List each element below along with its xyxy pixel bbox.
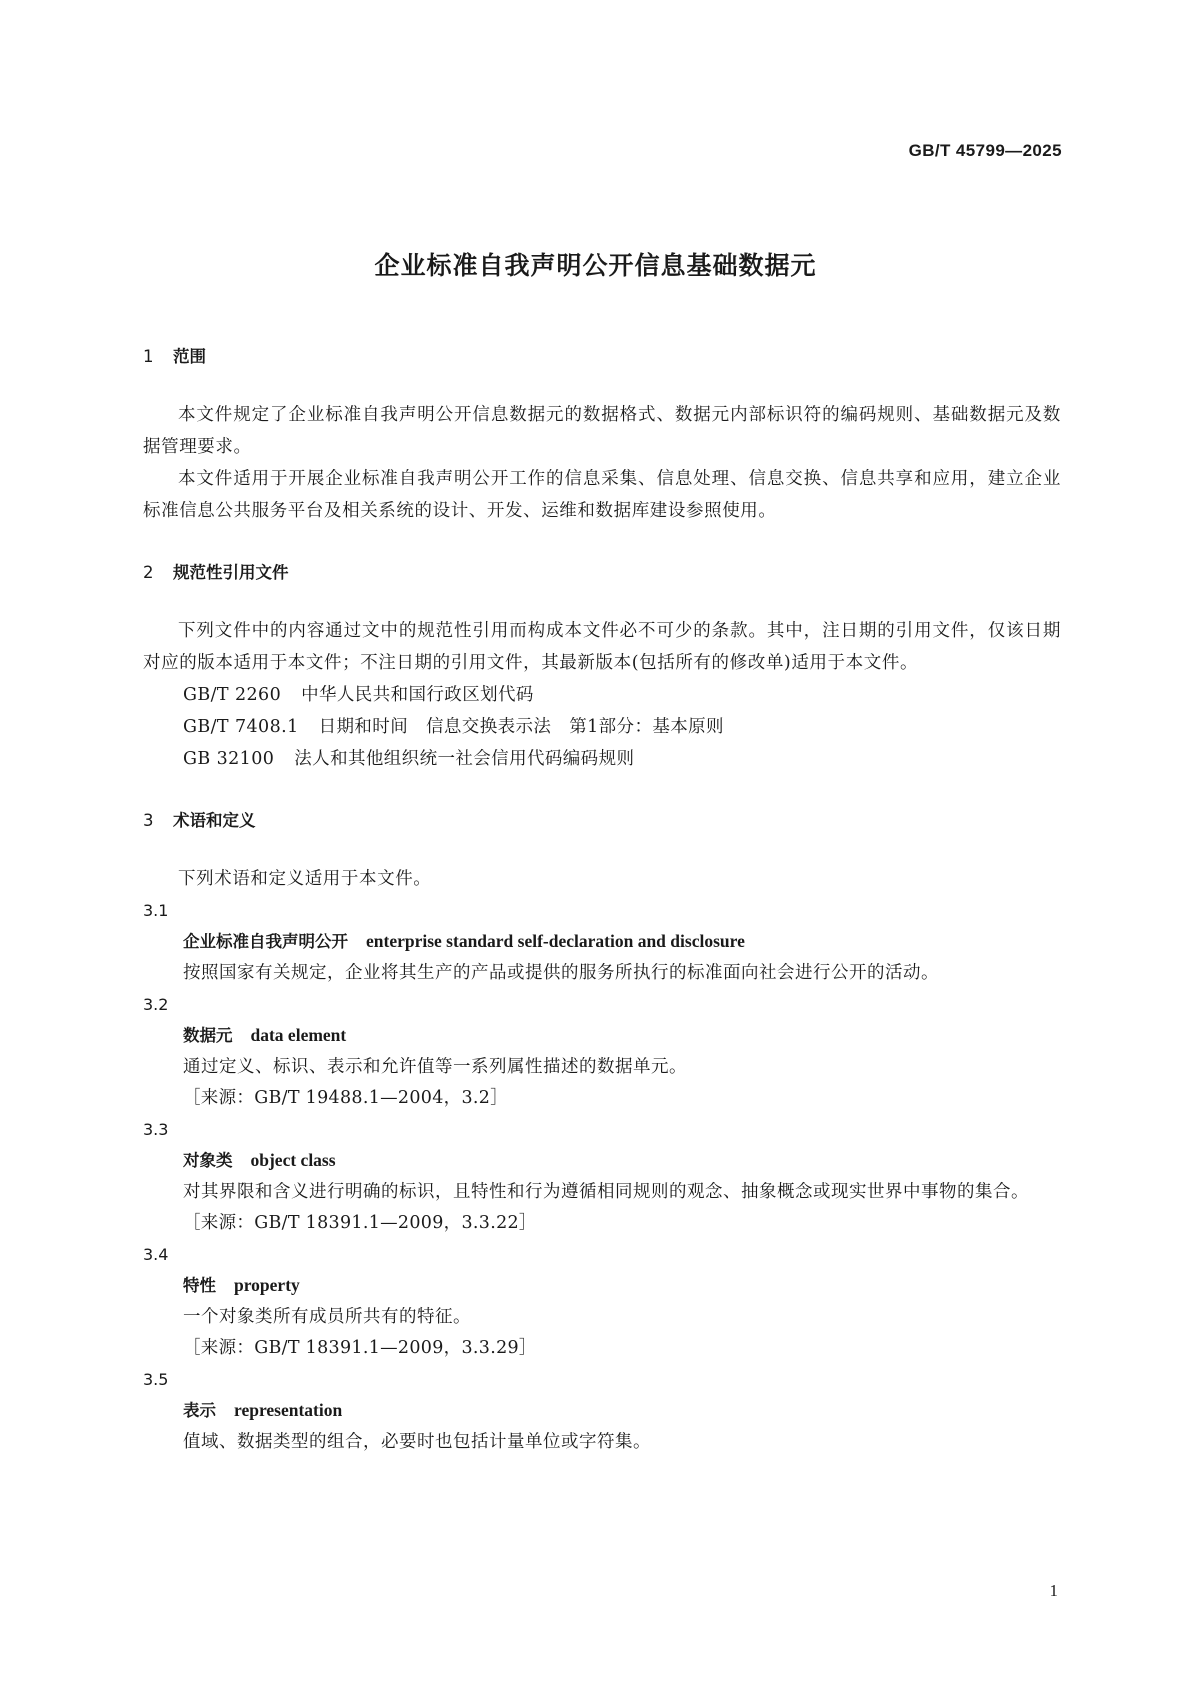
term-name-en: property — [234, 1275, 300, 1295]
term-definition: 通过定义、标识、表示和允许值等一系列属性描述的数据单元。 — [183, 1057, 687, 1077]
term-name-zh: 表示 — [183, 1401, 216, 1420]
reference-title: 中华人民共和国行政区划代码 — [301, 685, 534, 705]
term-number: 3.4 — [143, 1245, 169, 1264]
section-2-heading — [143, 561, 1061, 585]
term-name-en: object class — [250, 1150, 336, 1170]
term-name-zh: 对象类 — [183, 1151, 233, 1170]
term-name — [143, 1270, 1061, 1302]
section-number: 3 — [143, 811, 154, 830]
section-title: 规范性引用文件 — [173, 563, 289, 582]
term-name-zh: 企业标准自我声明公开 — [183, 932, 348, 951]
section-title: 范围 — [173, 347, 206, 366]
reference-code: GB/T 7408.1 — [183, 717, 299, 737]
term-number: 3.2 — [143, 995, 169, 1014]
term-definition: 按照国家有关规定，企业将其生产的产品或提供的服务所执行的标准面向社会进行公开的活动。 — [183, 963, 939, 983]
term-name-zh: 特性 — [183, 1276, 216, 1295]
section-number: 2 — [143, 563, 154, 582]
term-name — [143, 926, 1061, 958]
section-3-heading — [143, 809, 1061, 833]
term-name-en: enterprise standard self-declaration and disclosure — [366, 931, 745, 951]
section-title: 术语和定义 — [173, 811, 256, 830]
term-name — [143, 1020, 1061, 1052]
term-source: ［来源：GB/T 18391.1—2009，3.3.29］ — [183, 1338, 537, 1358]
reference-title: 法人和其他组织统一社会信用代码编码规则 — [294, 749, 635, 769]
reference-code: GB 32100 — [183, 749, 275, 769]
term-number: 3.3 — [143, 1120, 169, 1139]
term-definition: 值域、数据类型的组合，必要时也包括计量单位或字符集。 — [183, 1432, 651, 1452]
section-1-paragraph: 本文件规定了企业标准自我声明公开信息数据元的数据格式、数据元内部标识符的编码规则、基础数据元及数据管理要求。 — [143, 405, 1061, 457]
term-definition: 对其界限和含义进行明确的标识，且特性和行为遵循相同规则的观念、抽象概念或现实世界中事物的集合。 — [183, 1182, 1029, 1202]
term-source: ［来源：GB/T 18391.1—2009，3.3.22］ — [183, 1213, 537, 1233]
section-1-heading — [143, 345, 1061, 369]
standard-code: GB/T 45799—2025 — [908, 141, 1062, 160]
term-definition: 一个对象类所有成员所共有的特征。 — [183, 1307, 471, 1327]
normative-reference — [143, 743, 1061, 775]
page-number: 1 — [1049, 1581, 1058, 1600]
term-name-zh: 数据元 — [183, 1026, 233, 1045]
normative-reference — [143, 679, 1061, 711]
section-number: 1 — [143, 347, 154, 366]
term-number: 3.1 — [143, 901, 169, 920]
term-number: 3.5 — [143, 1370, 169, 1389]
term-name-en: data element — [250, 1025, 347, 1045]
normative-reference — [143, 711, 1061, 743]
term-name — [143, 1145, 1061, 1177]
reference-title: 日期和时间 信息交换表示法 第1部分：基本原则 — [318, 717, 724, 737]
term-name-en: representation — [234, 1400, 343, 1420]
term-name — [143, 1395, 1061, 1427]
reference-code: GB/T 2260 — [183, 685, 282, 705]
term-source: ［来源：GB/T 19488.1—2004，3.2］ — [183, 1088, 509, 1108]
section-2-paragraph: 下列文件中的内容通过文中的规范性引用而构成本文件必不可少的条款。其中，注日期的引用文件，仅该日期对应的版本适用于本文件；不注日期的引用文件，其最新版本(包括所有的修改单)适用于本文件。 — [143, 621, 1061, 673]
section-1-paragraph: 本文件适用于开展企业标准自我声明公开工作的信息采集、信息处理、信息交换、信息共享和应用，建立企业标准信息公共服务平台及相关系统的设计、开发、运维和数据库建设参照使用。 — [143, 469, 1061, 521]
section-3-intro: 下列术语和定义适用于本文件。 — [178, 869, 432, 889]
document-body — [143, 345, 1061, 1458]
document-title: 企业标准自我声明公开信息基础数据元 — [374, 251, 817, 280]
